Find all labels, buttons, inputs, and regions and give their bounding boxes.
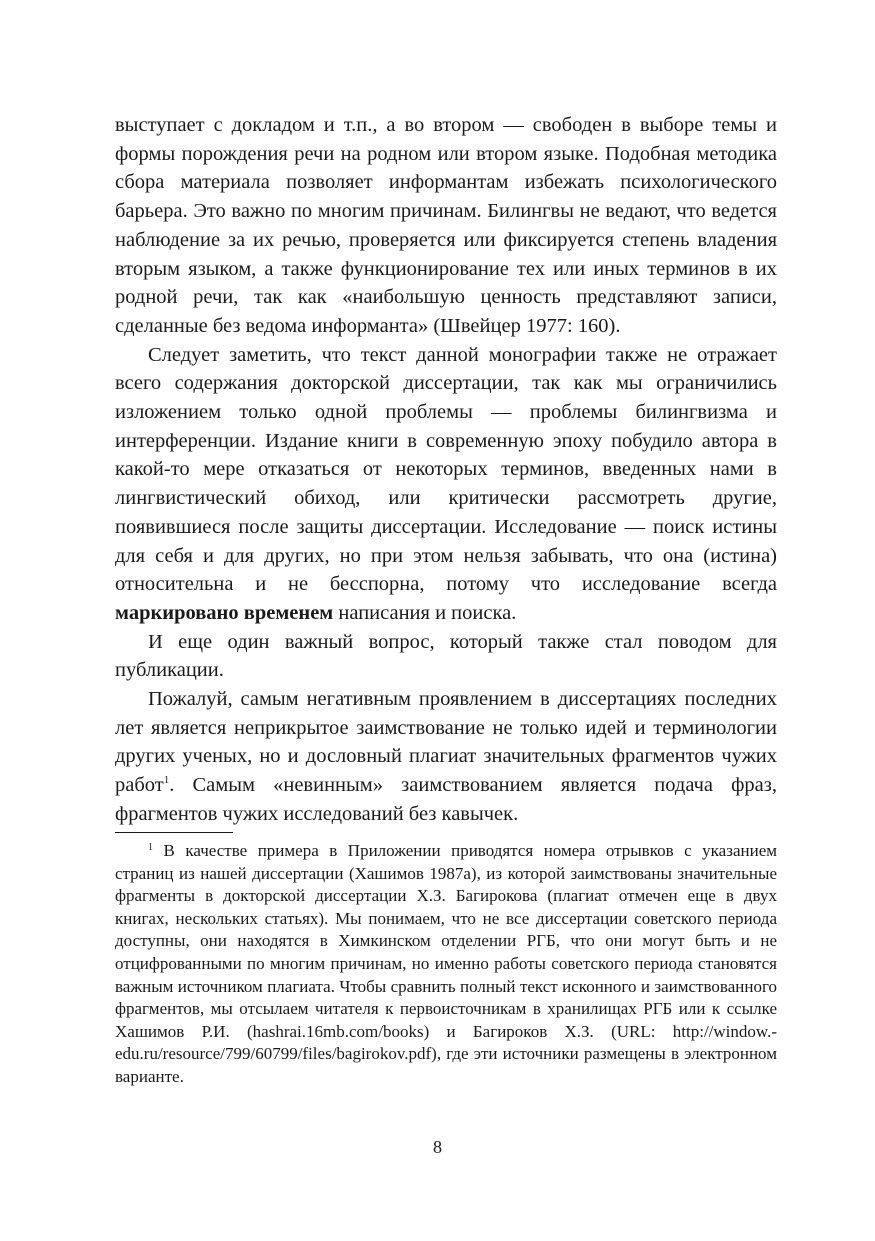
paragraph-4-text-start: Пожалуй, самым негативным проявлением в диссертациях последних лет является неприкрытое заимствование не только идей и терминологии других ученых, но и дословный плагиат значительных фрагментов чужих работ — [115, 688, 777, 797]
paragraph-3: И еще один важный вопрос, который также стал поводом для публикации. — [115, 630, 777, 682]
paragraph-1: выступает с докладом и т.п., а во втором — свободен в выборе темы и формы порождения речи на родном или втором языке. Подобная методика сбора материала позволяет информантам избежать психологического барьера. Это важно по многим причинам. Билингвы не ведают, что ведется наблюдение за их речью, проверяется или фиксируется степень владения вторым языком, а также функционирование тех или иных терминов в их родной речи, так как «наибольшую ценность представляют записи, сделанные без ведома информанта» (Швейцер 1977: 160). — [115, 114, 777, 337]
footnotes — [115, 840, 777, 1089]
footnote-1-text: В качестве примера в Приложении приводятся номера отрывков с указанием страниц из нашей диссертации (Хашимов 1987а), из которой заимствованы значительные фрагменты в докторской диссертации Х.З. Багирокова (плагиат отмечен еще в двух книгах, нескольких статьях). Мы понимаем, что не все диссертации советского периода доступны, они находятся в Химкинском отделении РГБ, что они могут быть и не отцифрованными по многим причинам, но именно работы советского периода становятся важным источником плагиата. Чтобы сравнить полный текст исконного и заимствованного фрагментов, мы отсылаем читателя к первоисточникам в хранилищах РГБ или к ссылке Хашимов Р.И. (hashrai.16mb.com/books) и Багироков Х.З. (URL: http://window.edu.ru/resource/799/60799/files/bagirokov.pdf), где эти источники размещены в электронном варианте. — [115, 841, 777, 1086]
paragraph-2-text-start: Следует заметить, что текст данной монографии также не отражает всего содержания докторской диссертации, так как мы ограничились изложением только одной проблемы — проблемы билингвизма и интерференции. Издание книги в современную эпоху побудило автора в какой-то мере отказаться от некоторых терминов, введенных нами в лингвистический обиход, или критически рассмотреть другие, появившиеся после защиты диссертации. Исследование — поиск истины для себя и для других, но при этом нельзя забывать, что она (истина) относительна и не бесспорна, потому что исследование всегда — [115, 343, 777, 596]
main-text — [115, 111, 777, 829]
footnote-reference[interactable]: 1 — [163, 774, 170, 787]
paragraph-4 — [115, 685, 777, 829]
footnote-1 — [115, 840, 777, 1089]
page-number: 8 — [433, 1137, 442, 1157]
footnote-separator — [115, 832, 233, 833]
paragraph-2-text-end: написания и поиска. — [333, 601, 517, 624]
footnote-marker: 1 — [148, 842, 153, 853]
paragraph-4-text-end: . Самым «невинным» заимствованием является подача фраз, фрагментов чужих исследований без кавычек. — [115, 774, 777, 825]
paragraph-2 — [115, 341, 777, 628]
paragraph-2-bold-phrase: маркировано временем — [115, 601, 334, 624]
